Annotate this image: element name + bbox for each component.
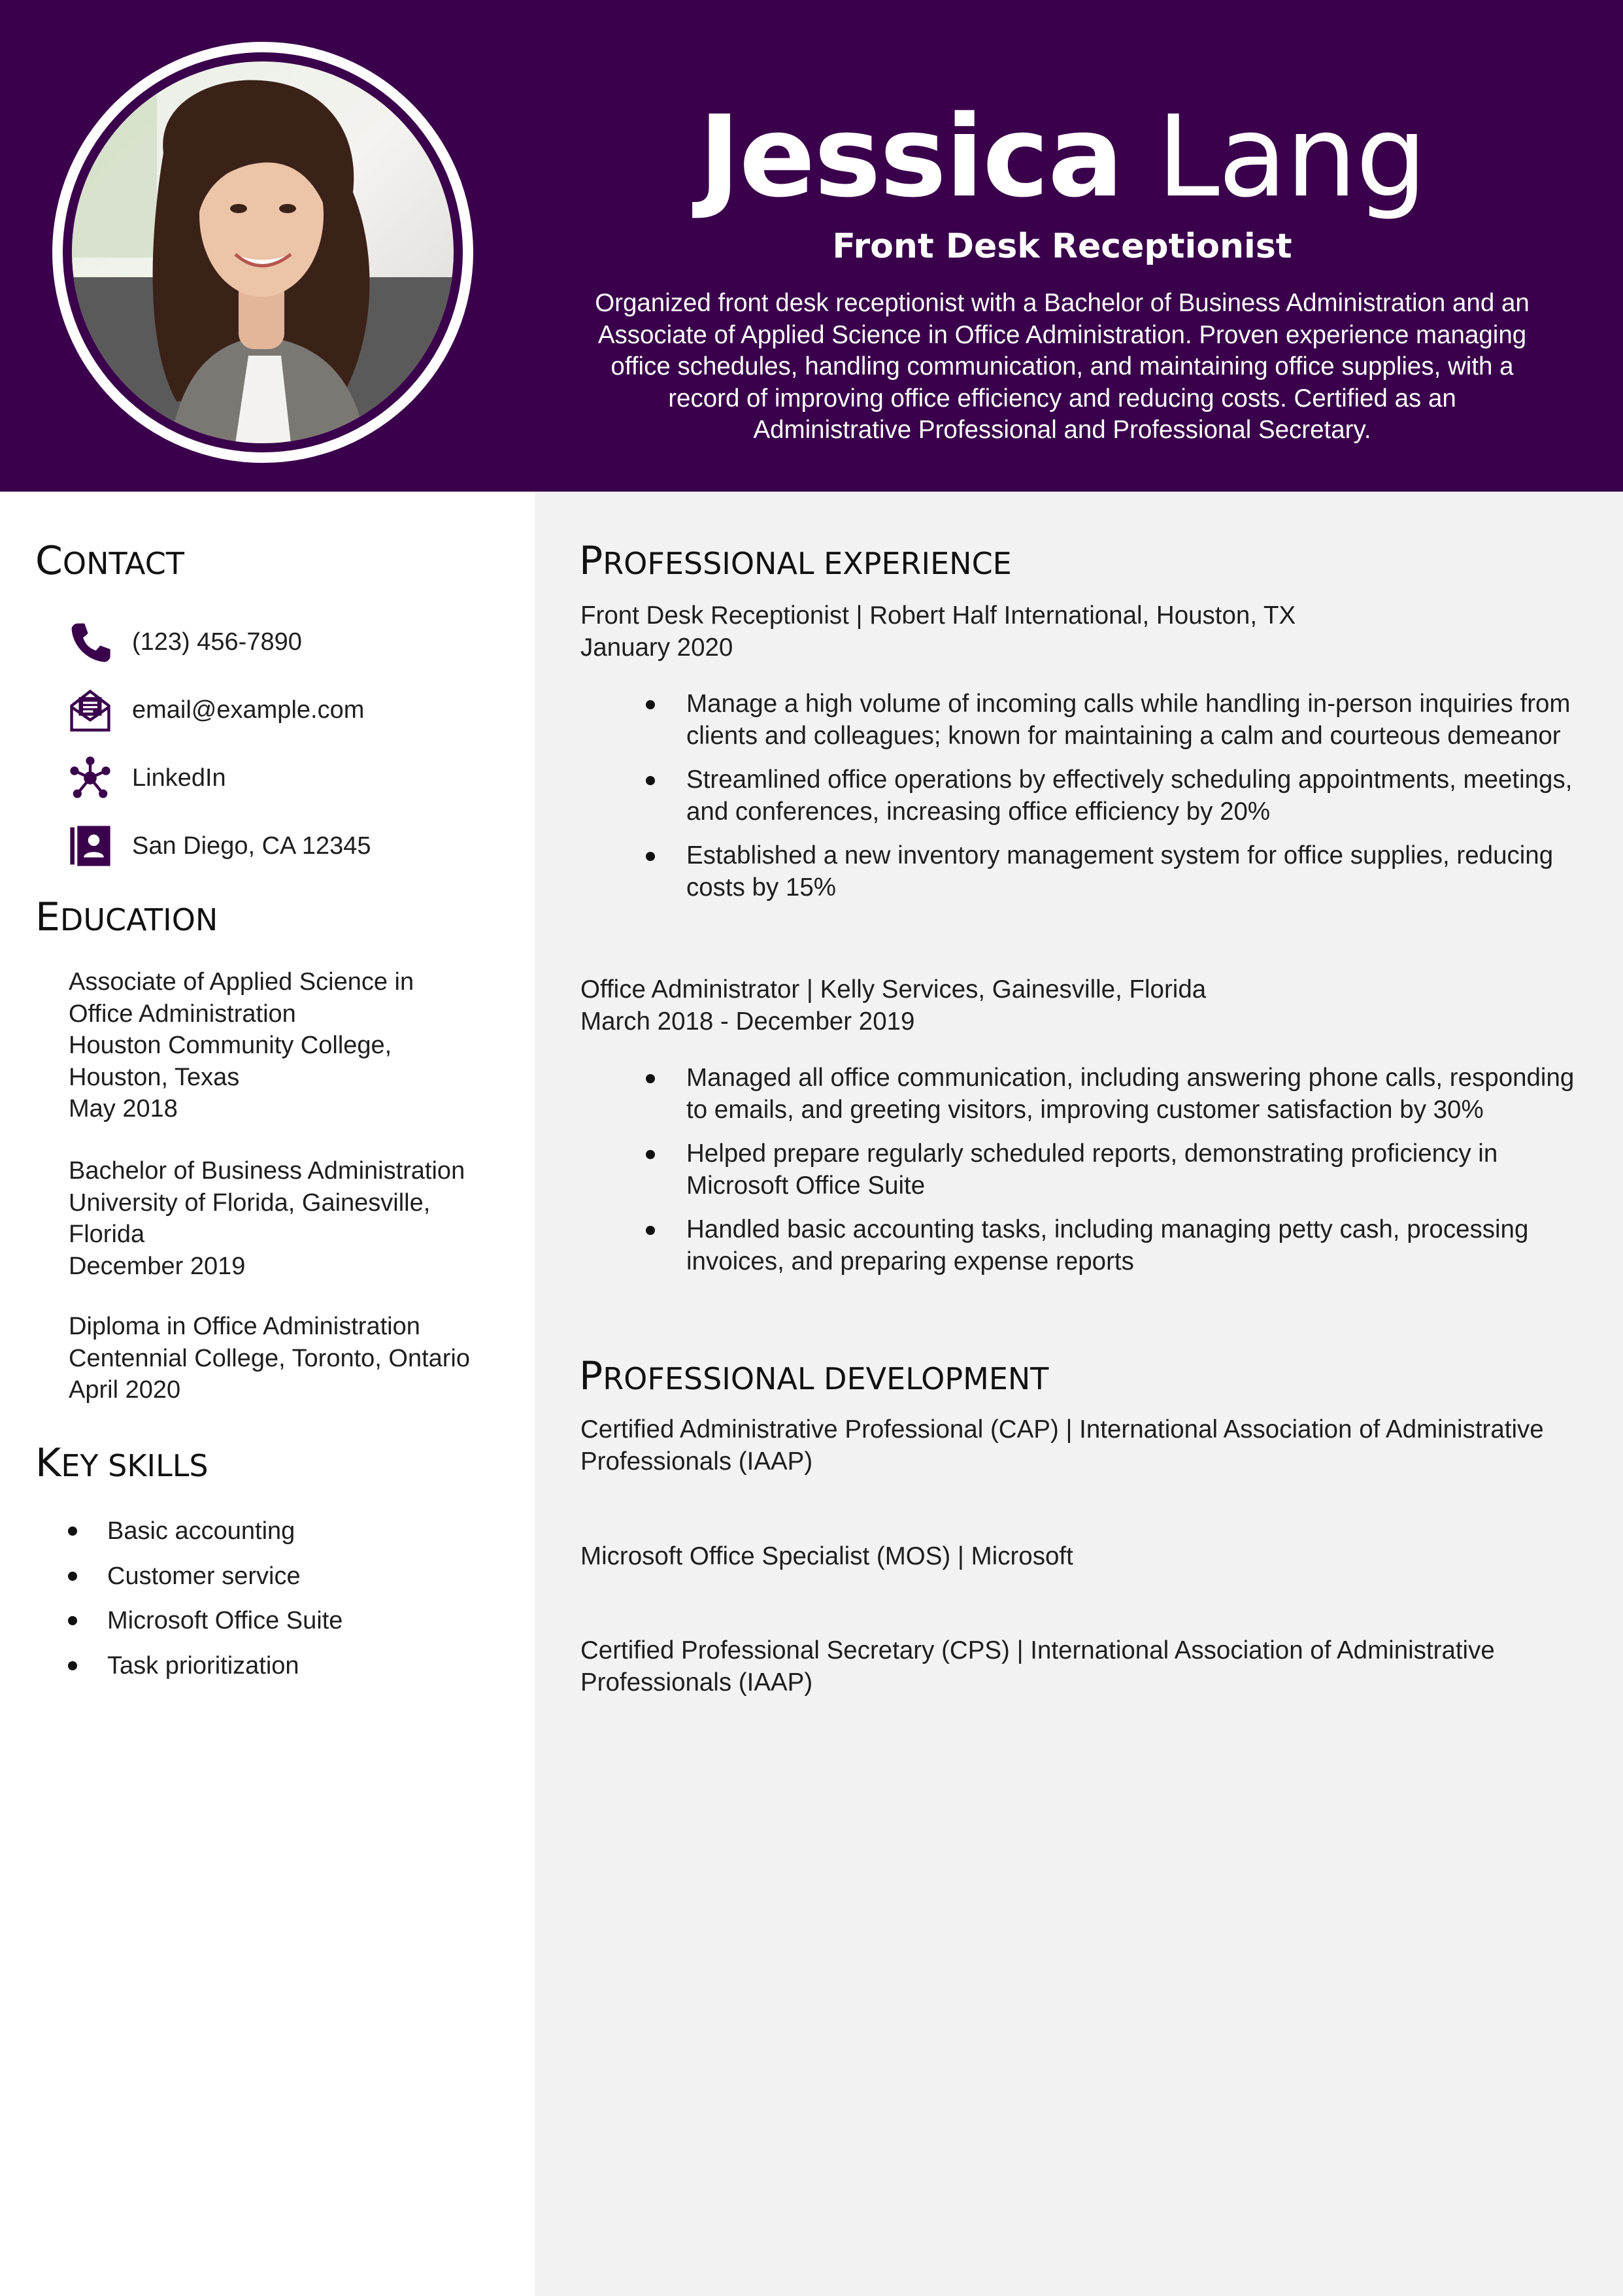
job-bullet: Streamlined office operations by effectively scheduling appointments, meetings, and conferences, increasing office efficiency by 20% xyxy=(686,764,1575,828)
skill-item: Basic accounting xyxy=(65,1509,343,1554)
skill-item: Task prioritization xyxy=(65,1644,343,1689)
profile-photo xyxy=(72,61,454,443)
contact-email xyxy=(65,676,371,744)
certification-item: Microsoft Office Specialist (MOS) | Microsoft xyxy=(580,1542,1073,1570)
contact-phone-text: (123) 456-7890 xyxy=(132,628,302,656)
development-heading: PROFESSIONAL DEVELOPMENT xyxy=(579,1353,1049,1399)
job-bullet: Manage a high volume of incoming calls while handling in-person inquiries from clients and colleagues; known for maintaining a calm and courteous demeanor xyxy=(686,688,1575,752)
education-entry-2 xyxy=(69,1155,500,1282)
contact-address xyxy=(65,812,371,880)
education-entry-3 xyxy=(69,1311,500,1406)
contact-linkedin xyxy=(65,744,371,812)
job-bullet: Managed all office communication, including answering phone calls, responding to emails, and greeting visitors, improving customer satisfaction by 30% xyxy=(686,1062,1575,1126)
candidate-name xyxy=(588,92,1536,222)
contact-phone xyxy=(65,608,371,676)
job-2-header xyxy=(580,973,1594,1038)
education-line: Florida xyxy=(69,1221,145,1248)
header-band xyxy=(0,0,1623,492)
education-line: Office Administration xyxy=(69,1000,296,1028)
contact-linkedin-text[interactable]: LinkedIn xyxy=(132,764,226,792)
summary: Organized front desk receptionist with a Bachelor of Business Administration and an Associate of Applied Science in Office Administration. Proven experience managing office schedules, handling communication, and maintaining office supplies, with a record of improving office efficiency and reducing costs. Certified as an Administrative Professional and Professional Secretary. xyxy=(595,289,1530,444)
job-title: Front Desk Receptionist xyxy=(832,227,1292,266)
education-heading: EDUCATION xyxy=(35,894,218,940)
education-line: December 2019 xyxy=(69,1252,246,1280)
certification-item: Certified Administrative Professional (CAP) | International Association of Administrative Professionals (IAAP) xyxy=(580,1415,1544,1476)
education-line: Houston Community College, xyxy=(69,1032,392,1059)
contact-address-text: San Diego, CA 12345 xyxy=(132,832,371,860)
education-entry-1 xyxy=(69,966,500,1125)
phone-icon xyxy=(65,617,115,667)
job-title-line: Office Administrator | Kelly Services, Gainesville, Florida xyxy=(580,975,1207,1004)
skills-heading: KEY SKILLS xyxy=(35,1440,209,1486)
skill-item: Microsoft Office Suite xyxy=(65,1598,343,1644)
education-line: Houston, Texas xyxy=(69,1063,240,1091)
contact-heading: CONTACT xyxy=(35,538,184,584)
job-bullet: Helped prepare regularly scheduled reports, demonstrating proficiency in Microsoft Office Suite xyxy=(686,1138,1575,1202)
job-bullet: Established a new inventory management system for office supplies, reducing costs by 15% xyxy=(686,840,1575,903)
skill-item: Customer service xyxy=(65,1554,343,1599)
contact-list xyxy=(65,608,371,880)
contact-email-text: email@example.com xyxy=(132,696,365,724)
education-line: Associate of Applied Science in xyxy=(69,968,414,996)
job-dates: January 2020 xyxy=(580,633,733,662)
education-line: University of Florida, Gainesville, xyxy=(69,1189,431,1217)
education-line: April 2020 xyxy=(69,1376,181,1404)
experience-heading: PROFESSIONAL EXPERIENCE xyxy=(579,538,1012,584)
email-icon xyxy=(65,685,115,735)
education-line: May 2018 xyxy=(69,1095,178,1123)
job-2-bullets xyxy=(686,1062,1575,1290)
skills-list xyxy=(65,1509,343,1688)
job-dates: March 2018 - December 2019 xyxy=(580,1007,915,1036)
job-bullet: Handled basic accounting tasks, including managing petty cash, processing invoices, and preparing expense reports xyxy=(686,1214,1575,1277)
last-name: Lang xyxy=(1156,91,1426,222)
job-title-line: Front Desk Receptionist | Robert Half International, Houston, TX xyxy=(580,601,1296,630)
job-1-header xyxy=(580,599,1594,664)
job-1-bullets xyxy=(686,688,1575,916)
education-line: Bachelor of Business Administration xyxy=(69,1157,465,1185)
education-line: Centennial College, Toronto, Ontario xyxy=(69,1344,471,1372)
first-name: Jessica xyxy=(698,91,1123,222)
address-icon xyxy=(65,821,115,871)
profile-photo-frame xyxy=(52,42,473,463)
certification-item: Certified Professional Secretary (CPS) | International Association of Administrative Professionals (IAAP) xyxy=(580,1636,1495,1697)
education-line: Diploma in Office Administration xyxy=(69,1313,420,1340)
linkedin-icon xyxy=(65,753,115,803)
